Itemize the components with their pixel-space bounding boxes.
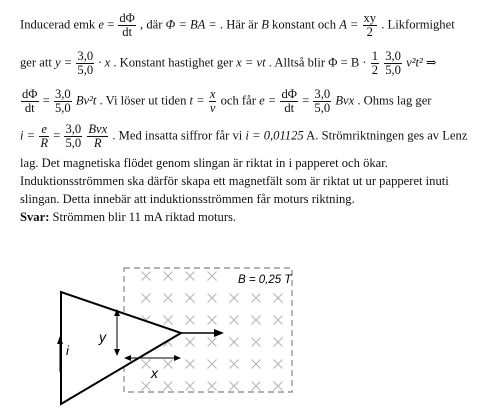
text-segment: och får xyxy=(220,93,256,108)
field-label: B = 0,25 T xyxy=(238,274,292,286)
field-cross xyxy=(230,360,239,369)
equals: = xyxy=(107,17,115,32)
paragraph-line-3: slingan. Detta innebär att induktionsströmmen får moturs riktning. xyxy=(20,192,355,206)
frac-den: R xyxy=(93,136,102,151)
field-cross xyxy=(186,294,195,303)
text-segment: , där xyxy=(140,17,163,32)
frac-num: 3,0 xyxy=(314,87,331,101)
text-segment: . Konstant hastighet ger xyxy=(113,55,233,70)
frac-den: 5,0 xyxy=(54,101,71,116)
frac-den: 5,0 xyxy=(385,63,401,78)
paragraph-line-2: Induktionsströmmen ska därför skapa ett magnetfält som är riktat ut ur papperet inuti xyxy=(20,174,449,188)
field-cross xyxy=(208,272,217,281)
frac-den: R xyxy=(40,136,49,151)
frac-den: 2 xyxy=(371,63,379,78)
field-cross xyxy=(252,294,261,303)
field-cross xyxy=(186,338,195,347)
bvx: Bvx xyxy=(335,93,355,108)
answer-text: Strömmen blir 11 mA riktad moturs. xyxy=(52,210,237,224)
frac-num: 3,0 xyxy=(65,122,82,136)
flux-expression: Φ = B · xyxy=(328,55,367,70)
var-e: e xyxy=(98,17,104,32)
frac-den: dt xyxy=(122,25,133,40)
text-segment: . Vi löser ut tiden xyxy=(99,93,187,108)
frac-den: dt xyxy=(284,101,295,116)
area-definition: A = xyxy=(339,17,359,32)
field-cross xyxy=(252,338,261,347)
text-segment: . Likformighet xyxy=(381,17,455,32)
field-cross xyxy=(230,316,239,325)
field-cross xyxy=(142,360,151,369)
frac-num: dΦ xyxy=(22,87,38,101)
frac-den: 2 xyxy=(366,25,373,40)
velocity-arrowhead xyxy=(214,329,224,337)
var-y: y = xyxy=(54,55,73,70)
field-cross xyxy=(274,338,283,347)
frac-num: 3,0 xyxy=(54,87,71,101)
field-cross xyxy=(252,382,261,391)
frac-den: 5,0 xyxy=(65,136,82,151)
frac-num: dΦ xyxy=(119,11,135,25)
field-cross xyxy=(274,294,283,303)
field-cross xyxy=(252,316,261,325)
frac-num: Bvx xyxy=(88,122,108,136)
answer-label: Svar: xyxy=(20,210,50,224)
var-x: · x xyxy=(98,55,111,70)
frac-num: 3,0 xyxy=(385,49,401,63)
field-cross xyxy=(186,382,195,391)
frac-den: 5,0 xyxy=(314,101,331,116)
frac-den: 5,0 xyxy=(77,63,94,78)
y-label: y xyxy=(99,329,106,345)
field-cross xyxy=(230,382,239,391)
var-i: i = xyxy=(20,128,36,143)
frac-num: e xyxy=(39,123,49,137)
field-cross xyxy=(230,294,239,303)
field-cross xyxy=(164,272,173,281)
bv2t: Bv²t xyxy=(75,93,97,108)
field-cross xyxy=(208,316,217,325)
field-cross xyxy=(186,360,195,369)
text-segment: . Här är xyxy=(219,17,259,32)
text-segment: . Ohms lag ger xyxy=(357,93,432,108)
frac-den: v xyxy=(209,101,216,116)
frac-num: 3,0 xyxy=(77,49,94,63)
current-value: i = 0,01125 xyxy=(245,128,304,143)
field-cross xyxy=(164,316,173,325)
flux-definition: Φ = BA = xyxy=(165,17,217,32)
text-segment: . Alltså blir xyxy=(268,55,326,70)
text-segment: . Med insatta siffror får vi xyxy=(112,128,243,143)
field-cross xyxy=(208,382,217,391)
x-equals-vt: x = vt xyxy=(236,55,266,70)
text-segment: konstant och xyxy=(272,17,337,32)
var-e: e = xyxy=(259,93,277,108)
paragraph-line-1: lag. Det magnetiska flödet genom slingan är riktat in i papperet och ökar. xyxy=(20,156,388,170)
x-label: x xyxy=(151,365,158,381)
current-label: i xyxy=(66,343,69,358)
field-cross xyxy=(142,294,151,303)
field-cross xyxy=(252,360,261,369)
x-arrowhead-right xyxy=(174,355,181,361)
equals: = xyxy=(42,93,50,108)
var-B: B xyxy=(261,17,269,32)
text-segment: ger att xyxy=(20,55,52,70)
frac-num: x xyxy=(209,87,216,101)
field-cross xyxy=(186,272,195,281)
field-cross xyxy=(142,272,151,281)
frac-num: dΦ xyxy=(281,87,297,101)
field-cross xyxy=(274,382,283,391)
field-cross xyxy=(142,382,151,391)
field-cross xyxy=(230,338,239,347)
field-cross xyxy=(208,294,217,303)
v2t2-implies: v²t² ⇒ xyxy=(406,55,437,70)
field-cross xyxy=(208,360,217,369)
equals: = xyxy=(53,128,61,143)
triangle-loop xyxy=(61,292,181,404)
field-cross xyxy=(208,338,217,347)
field-cross xyxy=(164,294,173,303)
text-segment: A. Strömriktningen ges av Lenz xyxy=(306,128,468,143)
frac-num: xy xyxy=(363,11,377,25)
field-cross xyxy=(164,360,173,369)
field-cross xyxy=(274,316,283,325)
frac-den: dt xyxy=(24,101,35,116)
text-segment: Inducerad emk xyxy=(20,17,96,32)
frac-num: 1 xyxy=(371,49,379,63)
var-t: t = xyxy=(189,93,205,108)
field-cross xyxy=(274,360,283,369)
field-cross xyxy=(164,382,173,391)
equals: = xyxy=(302,93,310,108)
field-cross xyxy=(186,316,195,325)
